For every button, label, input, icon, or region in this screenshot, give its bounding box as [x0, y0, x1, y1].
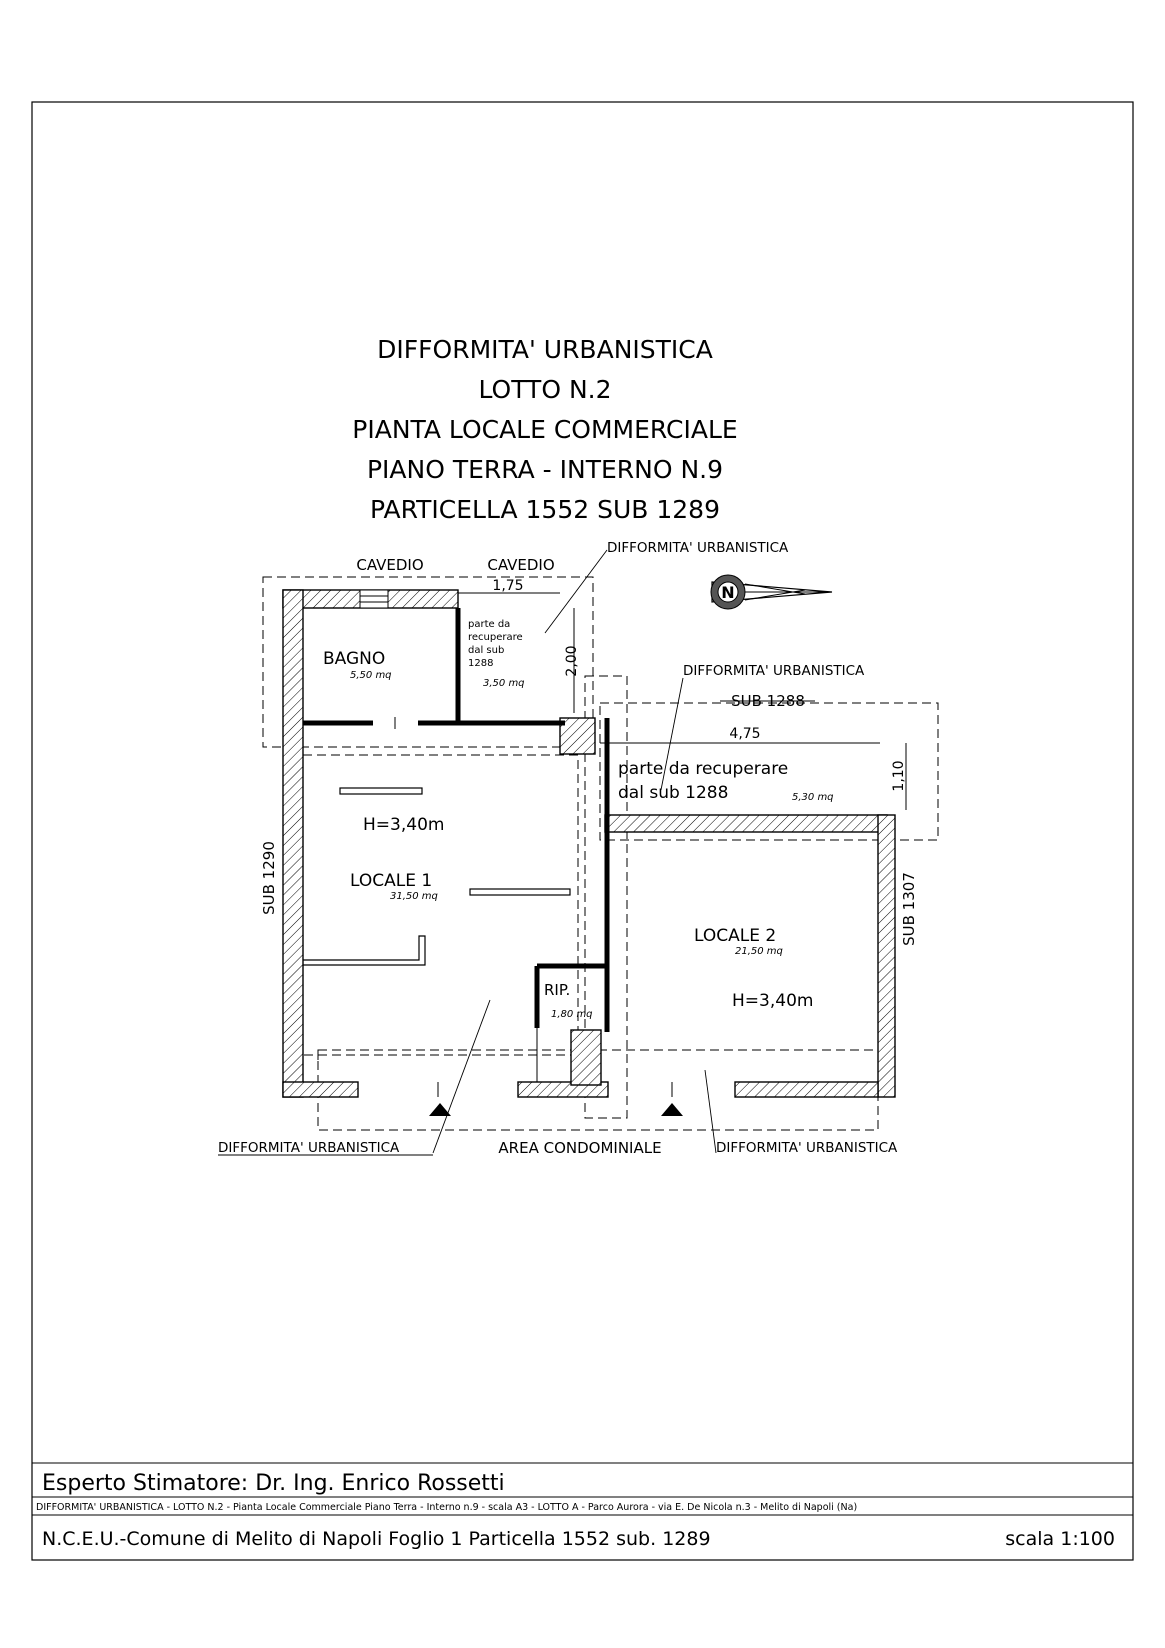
wall-rip-pillar [571, 1030, 601, 1085]
window-bagno [360, 590, 388, 608]
rip-area: 1,80 mq [551, 1009, 593, 1020]
diff-bottom-left-label: DIFFORMITA' URBANISTICA [218, 1140, 400, 1156]
entrance-marker-right [661, 1103, 683, 1116]
sub-1288-label: SUB 1288 [731, 692, 805, 710]
wall-locale2-top [605, 815, 887, 832]
wall-corner-pillar [560, 718, 595, 754]
bagno-area: 5,50 mq [350, 670, 392, 681]
sub-left-label: SUB 1290 [260, 841, 278, 915]
dim-sub-height: 1,10 [891, 760, 907, 792]
recover-small-area: 3,50 mq [483, 678, 525, 689]
wall-left [283, 590, 303, 1097]
dim-sub-width: 4,75 [729, 726, 761, 742]
title-line-1: DIFFORMITA' URBANISTICA [377, 335, 713, 364]
plan-labels [218, 540, 918, 1157]
locale2-area: 21,50 mq [735, 946, 783, 957]
diff-bottom-right-label: DIFFORMITA' URBANISTICA [716, 1140, 898, 1156]
cavedio-left-label: CAVEDIO [356, 556, 424, 574]
title-line-5: PARTICELLA 1552 SUB 1289 [370, 495, 720, 524]
wall-right [878, 815, 895, 1097]
scale-label: scala 1:100 [1005, 1528, 1115, 1550]
partitions [303, 608, 607, 1032]
title-block [352, 335, 737, 524]
dim-top-height: 2,00 [564, 645, 580, 677]
cadastral-label: N.C.E.U.-Comune di Melito di Napoli Foglio 1 Particella 1552 sub. 1289 [42, 1528, 711, 1550]
bagno-label: BAGNO [323, 649, 386, 669]
title-line-2: LOTTO N.2 [478, 375, 612, 404]
recover-small-line-3: dal sub [468, 645, 505, 656]
locale1-label: LOCALE 1 [350, 871, 433, 891]
locale1-area: 31,50 mq [390, 891, 438, 902]
diff-top-label: DIFFORMITA' URBANISTICA [607, 540, 789, 556]
title-line-4: PIANO TERRA - INTERNO N.9 [366, 455, 724, 484]
dim-top-width: 1,75 [492, 578, 524, 594]
door-ticks [318, 1028, 672, 1097]
locale2-label: LOCALE 2 [694, 926, 777, 946]
diff-right-label: DIFFORMITA' URBANISTICA [683, 663, 865, 679]
title-line-3: PIANTA LOCALE COMMERCIALE [352, 415, 738, 444]
footer-description: DIFFORMITA' URBANISTICA - LOTTO N.2 - Pianta Locale Commerciale Piano Terra - Interno n.9 - scala A3 - LOTTO A - Parco Aurora - via E. De Nicola n.3 - Melito di Napoli (Na) [36, 1502, 858, 1513]
cavedio-right-label: CAVEDIO [487, 556, 555, 574]
wall-bottom-left [283, 1082, 358, 1097]
recover-small-line-2: recuperare [468, 632, 523, 643]
north-arrow-icon [711, 575, 832, 609]
locale1-height: H=3,40m [363, 815, 445, 835]
rip-label: RIP. [544, 981, 571, 999]
recover-large-line-2: dal sub 1288 [618, 783, 729, 803]
recover-large-line-1: parte da recuperare [618, 759, 789, 779]
recover-small-line-4: 1288 [468, 658, 494, 669]
locale2-height: H=3,40m [732, 991, 814, 1011]
footer-block [32, 1463, 1133, 1550]
sub-right-label: SUB 1307 [900, 872, 918, 946]
sheet-border [32, 102, 1133, 1560]
expert-label: Esperto Stimatore: Dr. Ing. Enrico Rossetti [42, 1471, 505, 1496]
svg-text:N: N [721, 583, 735, 602]
area-condominiale-label: AREA CONDOMINIALE [498, 1139, 662, 1157]
wall-bottom-right [735, 1082, 878, 1097]
recover-small-line-1: parte da [468, 619, 511, 630]
recover-large-area: 5,30 mq [792, 792, 834, 803]
